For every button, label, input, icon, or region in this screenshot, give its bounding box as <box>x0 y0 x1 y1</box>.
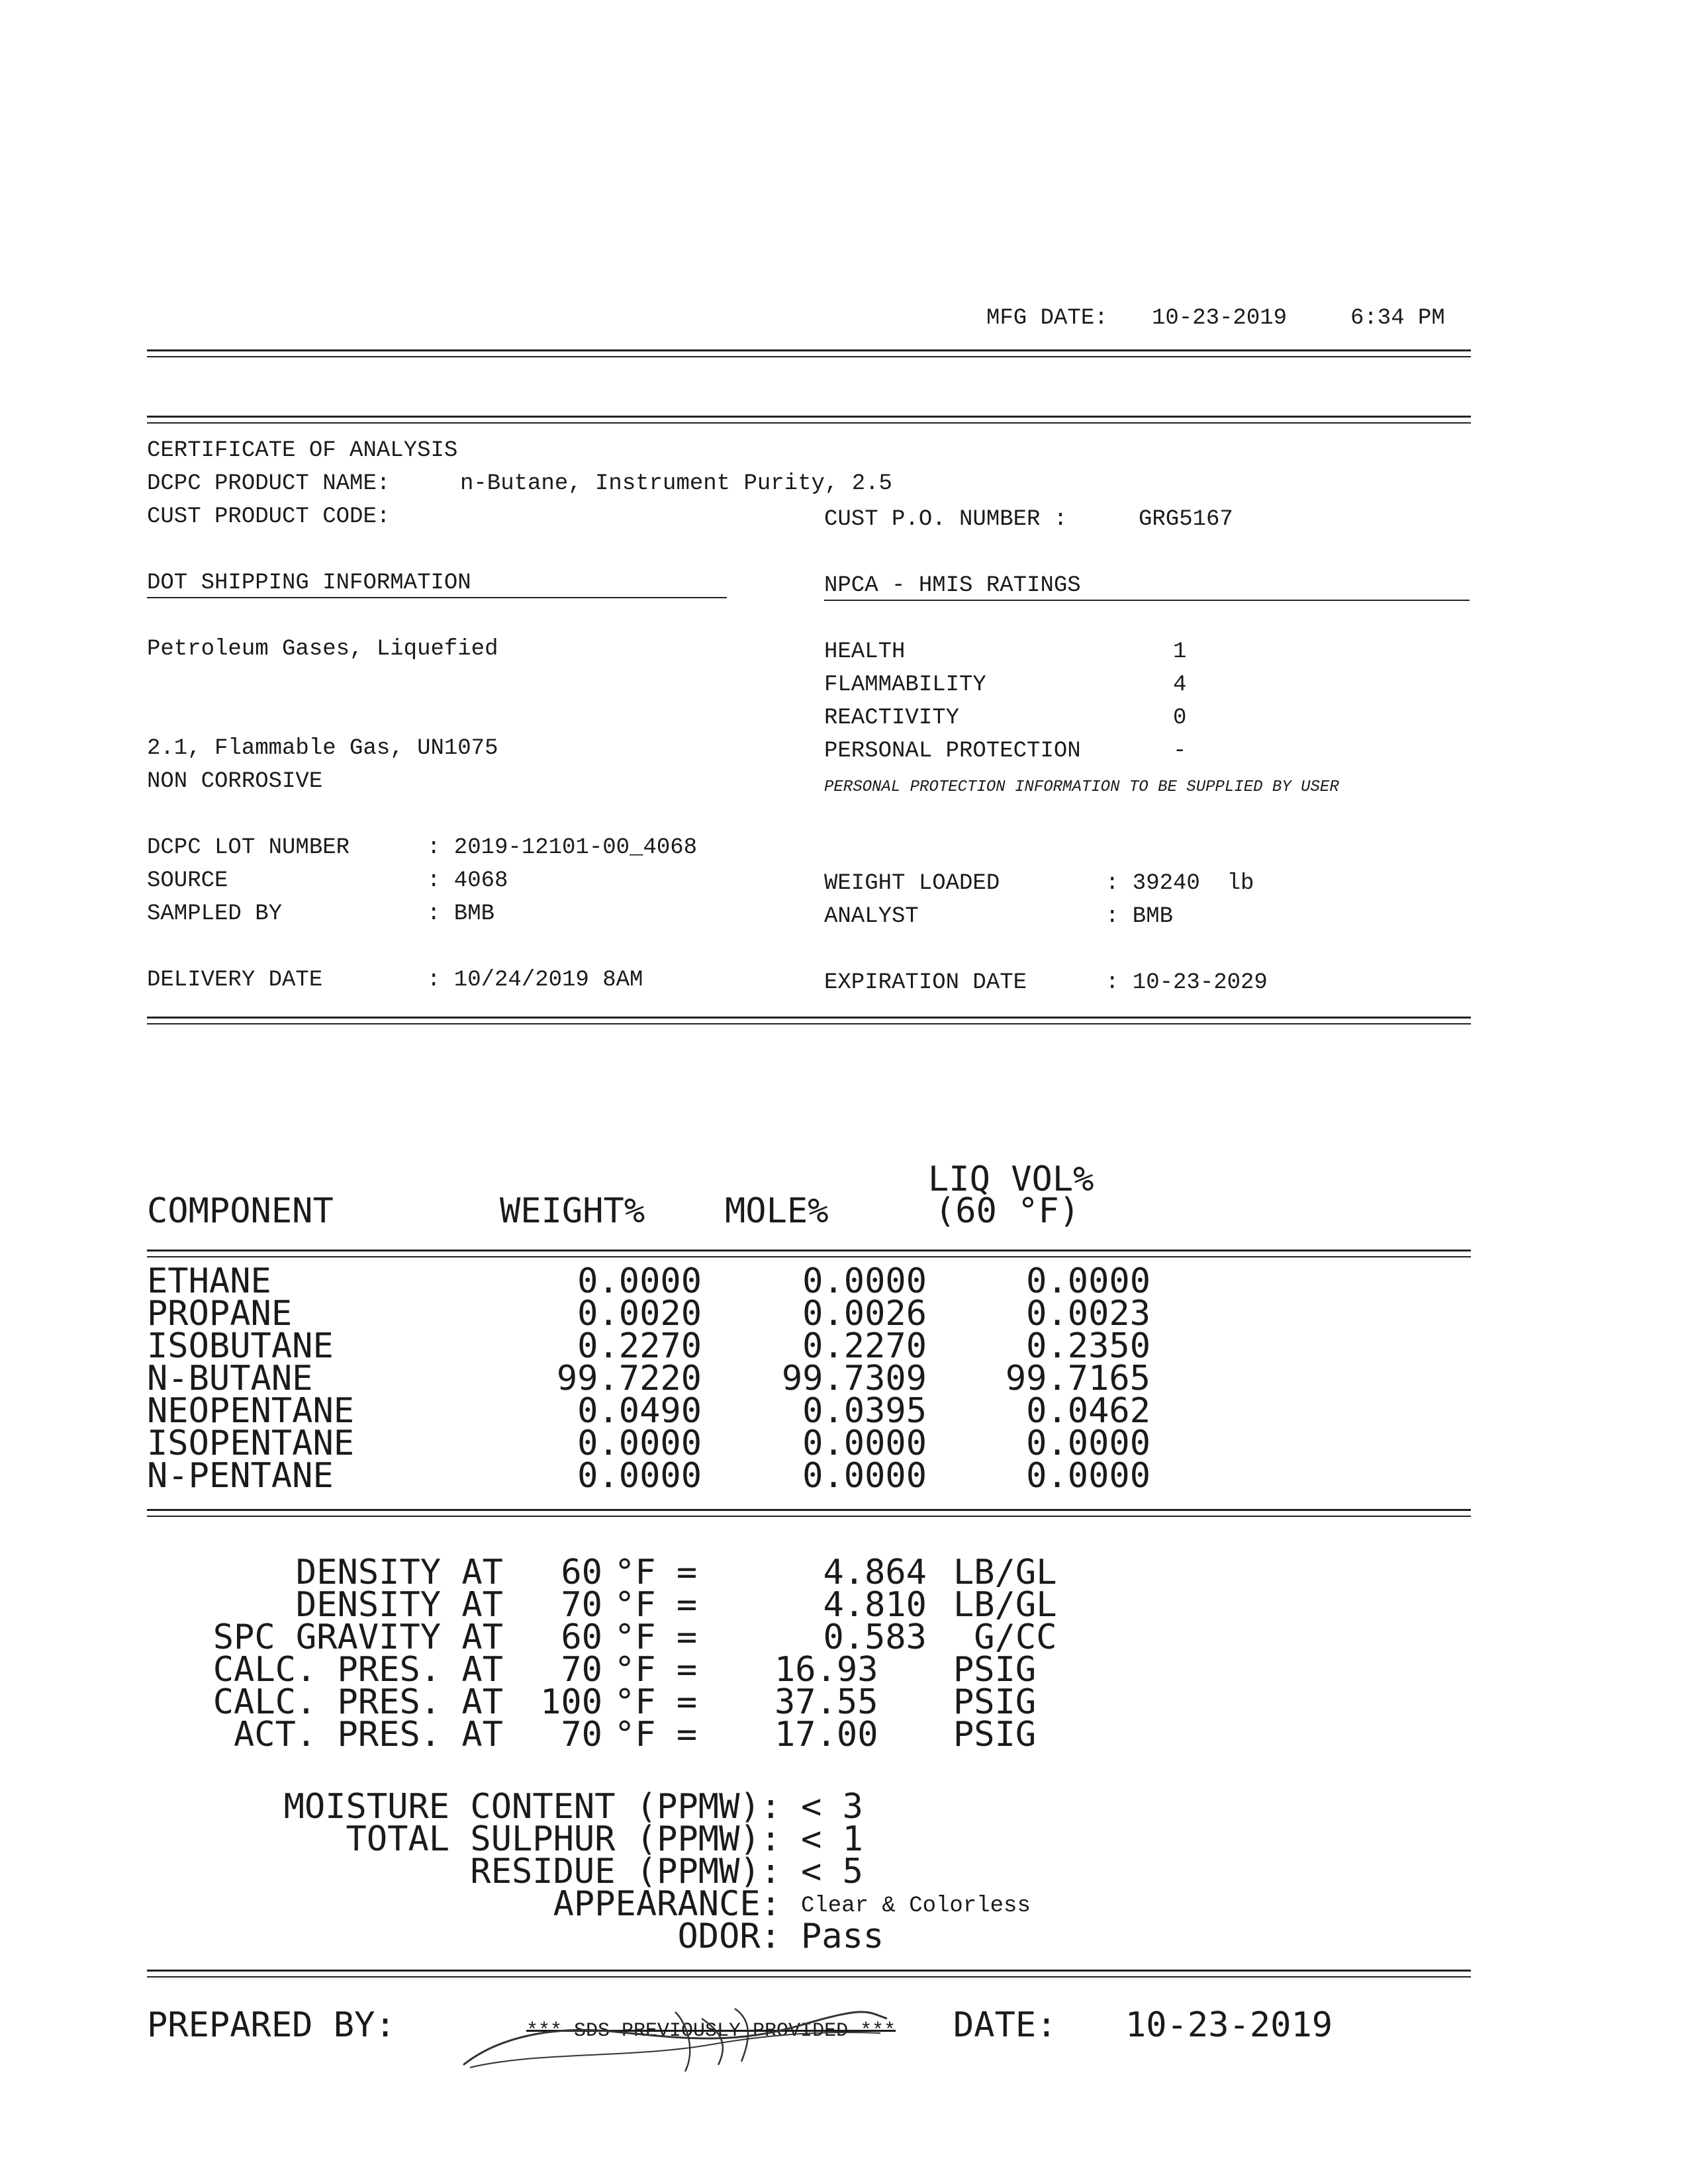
col-header-weight: WEIGHT% <box>500 1191 645 1231</box>
dot-line-1: Petroleum Gases, Liquefied <box>147 637 498 662</box>
mole-percent: 0.0000 <box>802 1456 927 1496</box>
liq-vol-percent: 0.0000 <box>1026 1456 1150 1496</box>
weight-percent: 0.2270 <box>577 1326 702 1366</box>
sampled-by-label: SAMPLED BY <box>147 901 283 927</box>
quality-value: Clear & Colorless <box>801 1893 1031 1919</box>
lot-number: : 2019-12101-00_4068 <box>427 835 698 860</box>
divider <box>147 1256 1471 1257</box>
analyst-label: ANALYST <box>824 904 919 929</box>
delivery-date-label: DELIVERY DATE <box>147 968 323 993</box>
quality-label: RESIDUE (PPMW): <box>470 1852 781 1891</box>
source: : 4068 <box>427 868 508 893</box>
property-value: 17.00 <box>774 1715 878 1754</box>
liq-vol-percent: 0.0000 <box>1026 1424 1150 1463</box>
mfg-time: 6:34 PM <box>1350 306 1445 331</box>
component-name: N-PENTANE <box>147 1456 334 1496</box>
property-value: 4.864 <box>823 1553 927 1592</box>
dot-line-3: NON CORROSIVE <box>147 769 323 794</box>
property-unit: G/CC <box>953 1617 1057 1657</box>
signature-scribble <box>457 1999 894 2078</box>
mole-percent: 0.0000 <box>802 1261 927 1301</box>
weight-percent: 0.0000 <box>577 1261 702 1301</box>
liq-vol-percent: 0.0023 <box>1026 1294 1150 1334</box>
quality-value: < 1 <box>801 1819 863 1859</box>
hmis-label: HEALTH <box>824 639 906 664</box>
hmis-heading-underline <box>824 600 1470 601</box>
expiration-date: : 10-23-2029 <box>1105 970 1268 995</box>
liq-vol-percent: 0.2350 <box>1026 1326 1150 1366</box>
property-temp: 60 <box>561 1617 602 1657</box>
liq-vol-percent: 0.0000 <box>1026 1261 1150 1301</box>
property-value: 4.810 <box>823 1585 927 1625</box>
weight-loaded-label: WEIGHT LOADED <box>824 871 1000 896</box>
quality-label: ODOR: <box>677 1917 781 1956</box>
divider <box>147 1970 1471 1972</box>
property-temp-unit: °F = <box>614 1715 698 1754</box>
cust-po-number: GRG5167 <box>1139 507 1233 532</box>
hmis-label: FLAMMABILITY <box>824 672 986 698</box>
mfg-date-label: MFG DATE: <box>986 306 1108 331</box>
mole-percent: 0.0395 <box>802 1391 927 1431</box>
analyst: : BMB <box>1105 904 1174 929</box>
dot-heading: DOT SHIPPING INFORMATION <box>147 570 471 596</box>
source-label: SOURCE <box>147 868 228 893</box>
col-header-mole: MOLE% <box>725 1191 829 1231</box>
mole-percent: 99.7309 <box>781 1359 927 1398</box>
mfg-date: 10-23-2019 <box>1152 306 1288 331</box>
divider <box>147 1516 1471 1517</box>
property-temp: 70 <box>561 1585 602 1625</box>
mole-percent: 0.2270 <box>802 1326 927 1366</box>
hmis-heading: NPCA - HMIS RATINGS <box>824 573 1081 598</box>
property-temp-unit: °F = <box>614 1617 698 1657</box>
divider <box>147 1509 1471 1511</box>
weight-percent: 0.0000 <box>577 1456 702 1496</box>
weight-percent: 0.0000 <box>577 1424 702 1463</box>
hmis-value: 4 <box>1173 672 1187 698</box>
quality-value: < 5 <box>801 1852 863 1891</box>
expiration-date-label: EXPIRATION DATE <box>824 970 1027 995</box>
divider <box>147 422 1471 424</box>
liq-vol-percent: 0.0462 <box>1026 1391 1150 1431</box>
col-header-liq-vol: LIQ VOL% <box>928 1160 1094 1199</box>
component-name: PROPANE <box>147 1294 293 1334</box>
quality-label: APPEARANCE: <box>553 1884 781 1924</box>
property-unit: LB/GL <box>953 1553 1057 1592</box>
hmis-value: 1 <box>1173 639 1187 664</box>
divider <box>147 416 1471 418</box>
mole-percent: 0.0026 <box>802 1294 927 1334</box>
property-label: DENSITY AT <box>295 1553 503 1592</box>
quality-value: Pass <box>801 1917 884 1956</box>
date-label: DATE: <box>953 2005 1057 2045</box>
component-name: ETHANE <box>147 1261 271 1301</box>
liq-vol-percent: 99.7165 <box>1005 1359 1150 1398</box>
prepared-by-label: PREPARED BY: <box>147 2005 396 2045</box>
quality-label: MOISTURE CONTENT (PPMW): <box>283 1787 781 1827</box>
footer-date: 10-23-2019 <box>1125 2005 1333 2045</box>
property-temp-unit: °F = <box>614 1553 698 1592</box>
hmis-value: - <box>1173 739 1187 764</box>
product-name: n-Butane, Instrument Purity, 2.5 <box>460 471 892 496</box>
divider <box>147 1017 1471 1019</box>
component-name: NEOPENTANE <box>147 1391 355 1431</box>
cust-po-label: CUST P.O. NUMBER : <box>824 507 1068 532</box>
product-name-label: DCPC PRODUCT NAME: <box>147 471 391 496</box>
mole-percent: 0.0000 <box>802 1424 927 1463</box>
dot-heading-underline <box>147 597 727 598</box>
property-temp-unit: °F = <box>614 1650 698 1690</box>
property-temp: 70 <box>561 1650 602 1690</box>
property-value: 0.583 <box>823 1617 927 1657</box>
divider <box>147 1250 1471 1251</box>
weight-loaded: : 39240 lb <box>1105 871 1254 896</box>
divider <box>147 1976 1471 1978</box>
lot-number-label: DCPC LOT NUMBER <box>147 835 350 860</box>
property-label: CALC. PRES. AT <box>212 1650 503 1690</box>
property-label: DENSITY AT <box>295 1585 503 1625</box>
divider <box>147 356 1471 357</box>
sampled-by: : BMB <box>427 901 495 927</box>
property-temp-unit: °F = <box>614 1682 698 1722</box>
component-name: ISOPENTANE <box>147 1424 355 1463</box>
col-header-liq-vol-temp: (60 °F) <box>935 1191 1080 1231</box>
sds-note: *** SDS PREVIOUSLY PROVIDED *** <box>526 2020 896 2042</box>
divider <box>147 349 1471 351</box>
divider <box>147 1023 1471 1024</box>
dot-line-2: 2.1, Flammable Gas, UN1075 <box>147 736 498 761</box>
cust-product-code-label: CUST PRODUCT CODE: <box>147 504 391 529</box>
property-value: 37.55 <box>774 1682 878 1722</box>
col-header-component: COMPONENT <box>147 1191 334 1231</box>
component-name: N-BUTANE <box>147 1359 313 1398</box>
property-label: CALC. PRES. AT <box>212 1682 503 1722</box>
property-unit: PSIG <box>953 1682 1037 1722</box>
certificate-title: CERTIFICATE OF ANALYSIS <box>147 438 458 463</box>
hmis-value: 0 <box>1173 705 1187 731</box>
property-temp: 70 <box>561 1715 602 1754</box>
component-name: ISOBUTANE <box>147 1326 334 1366</box>
weight-percent: 0.0020 <box>577 1294 702 1334</box>
property-label: SPC GRAVITY AT <box>212 1617 503 1657</box>
hmis-label: PERSONAL PROTECTION <box>824 739 1081 764</box>
hmis-label: REACTIVITY <box>824 705 960 731</box>
property-label: ACT. PRES. AT <box>234 1715 503 1754</box>
delivery-date: : 10/24/2019 8AM <box>427 968 643 993</box>
property-temp-unit: °F = <box>614 1585 698 1625</box>
hmis-note: PERSONAL PROTECTION INFORMATION TO BE SUPPLIED BY USER <box>824 778 1339 796</box>
property-temp: 100 <box>540 1682 602 1722</box>
quality-label: TOTAL SULPHUR (PPMW): <box>346 1819 781 1859</box>
property-unit: PSIG <box>953 1650 1037 1690</box>
property-value: 16.93 <box>774 1650 878 1690</box>
weight-percent: 99.7220 <box>556 1359 702 1398</box>
property-unit: LB/GL <box>953 1585 1057 1625</box>
property-temp: 60 <box>561 1553 602 1592</box>
quality-value: < 3 <box>801 1787 863 1827</box>
weight-percent: 0.0490 <box>577 1391 702 1431</box>
property-unit: PSIG <box>953 1715 1037 1754</box>
